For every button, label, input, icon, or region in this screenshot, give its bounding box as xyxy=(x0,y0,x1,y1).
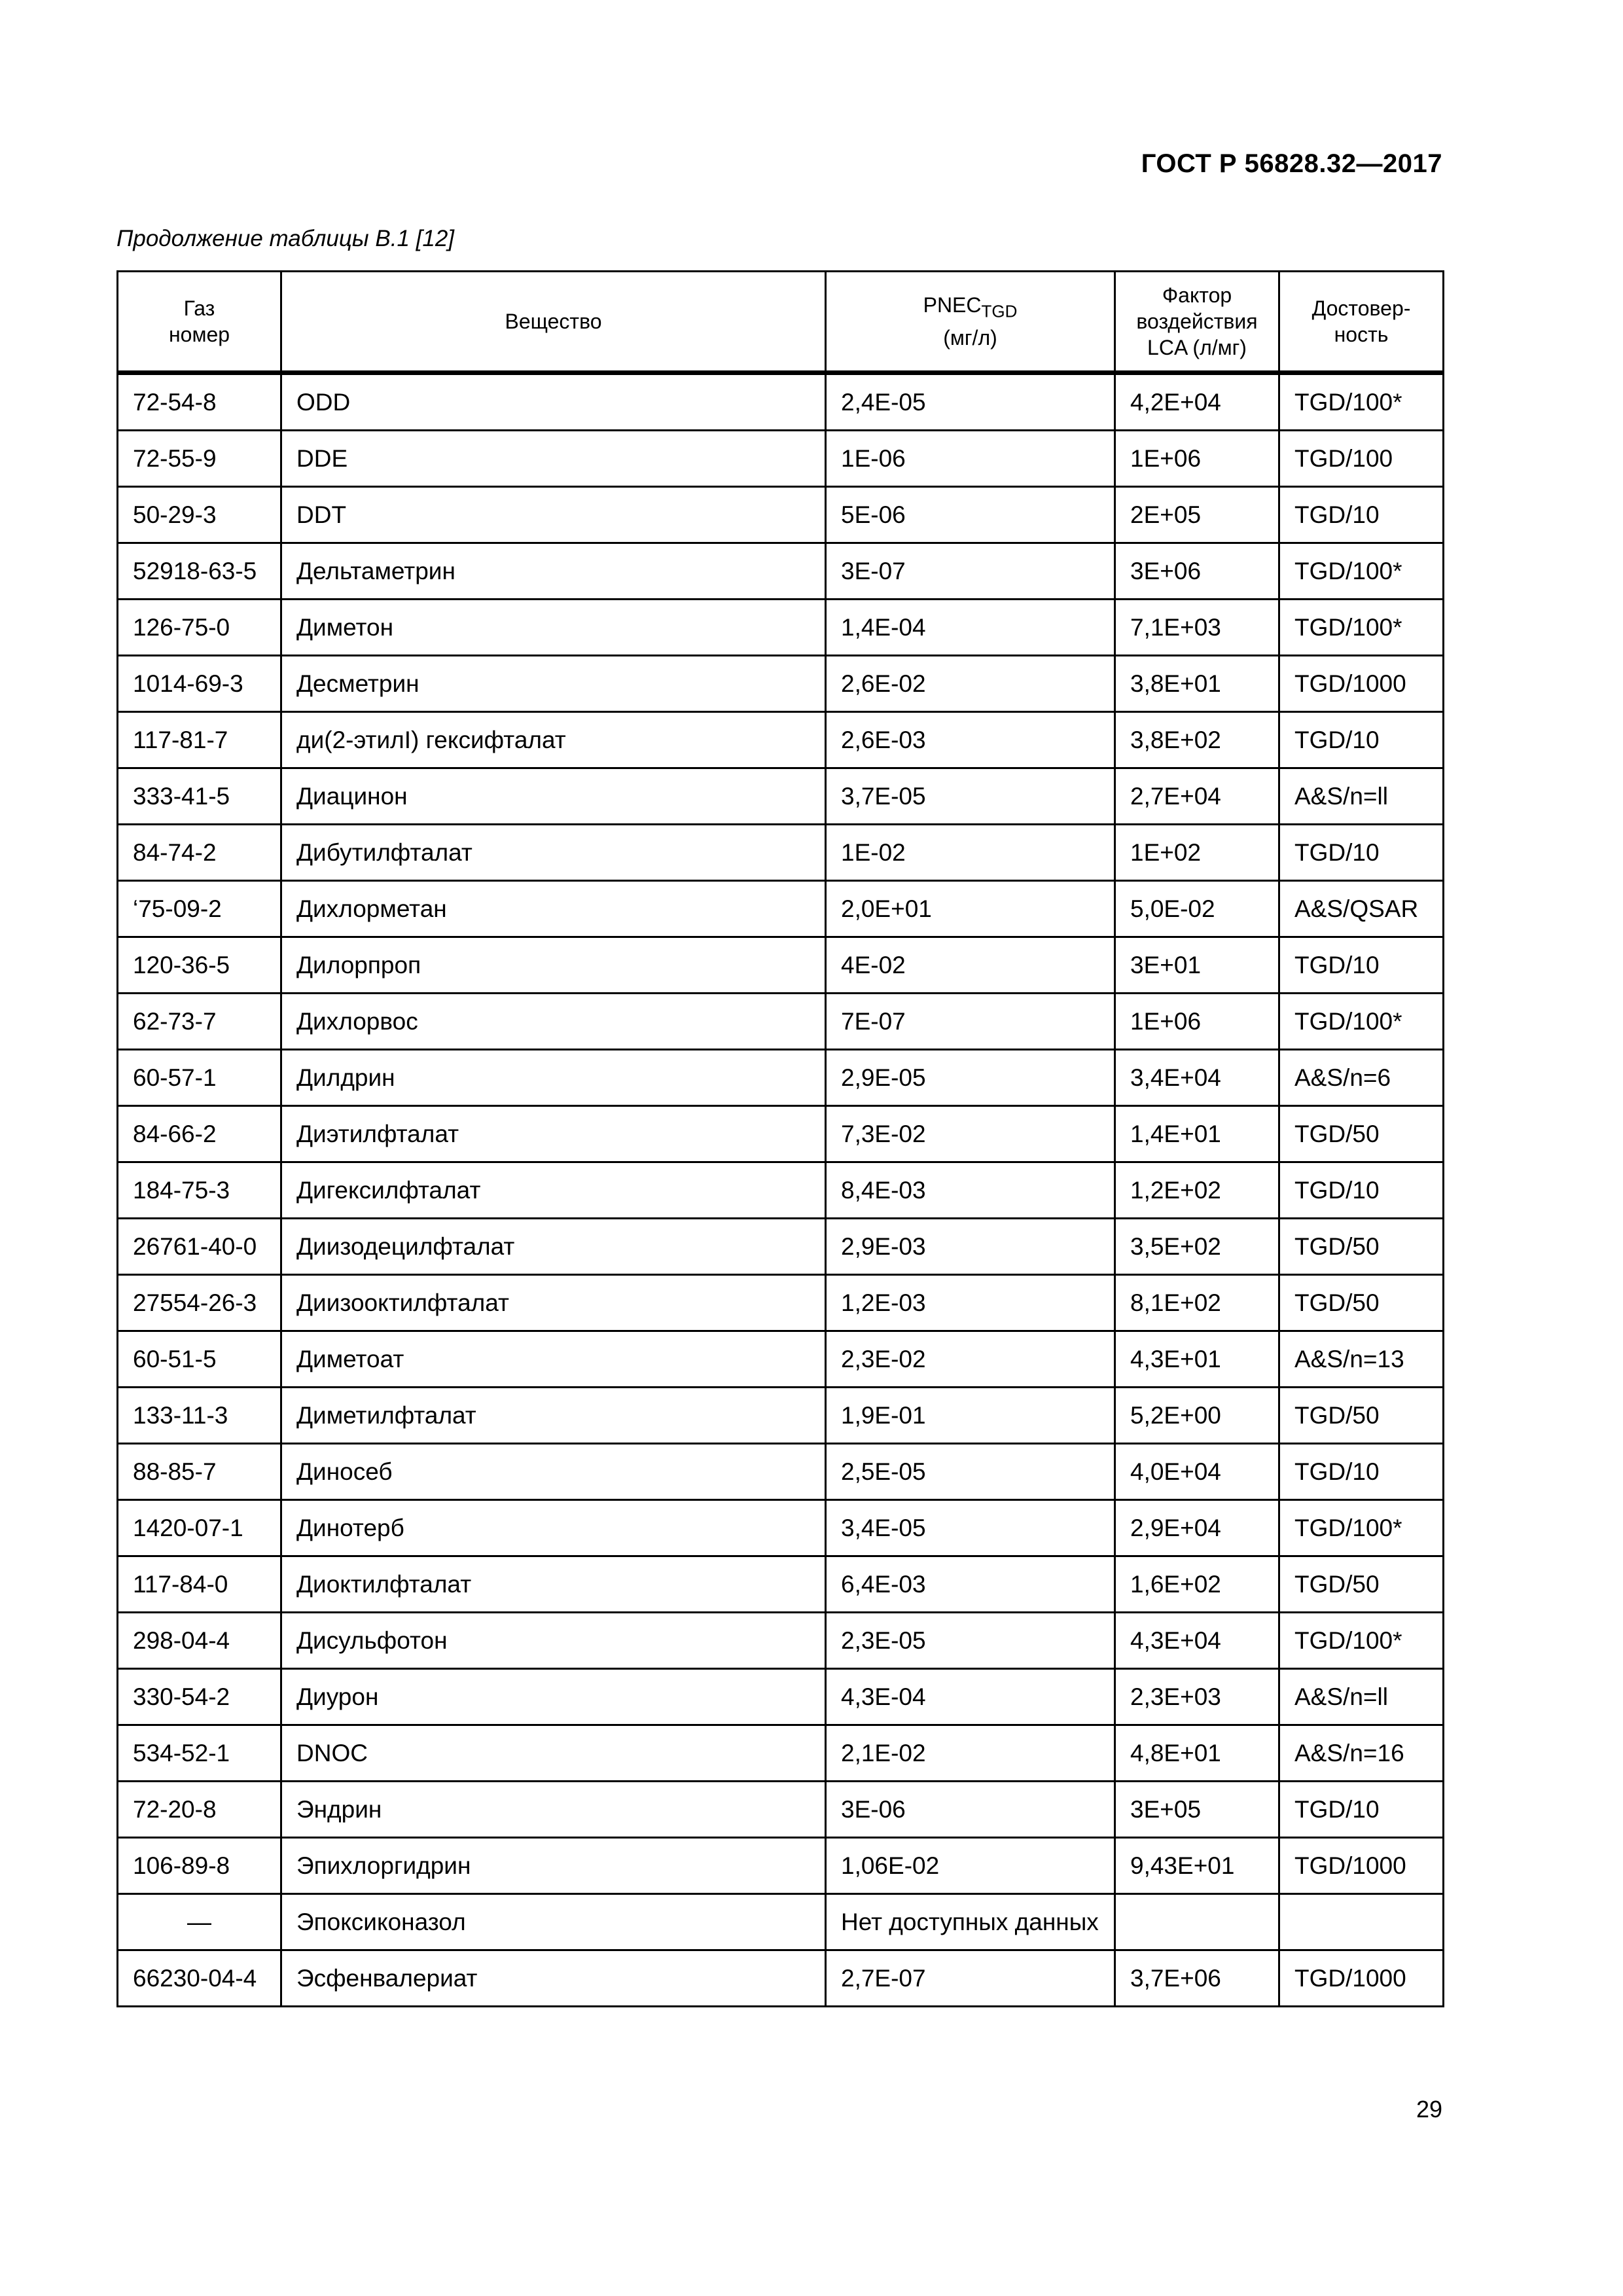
cell-pnec: 1,4E-04 xyxy=(826,600,1115,656)
cell-reliability: TGD/50 xyxy=(1279,1106,1444,1162)
cell-reliability: A&S/n=13 xyxy=(1279,1331,1444,1388)
cell-factor: 2E+05 xyxy=(1115,487,1279,543)
cell-factor: 8,1E+02 xyxy=(1115,1275,1279,1331)
cell-substance: ODD xyxy=(281,373,826,431)
table-row xyxy=(118,1050,1444,1106)
cell-factor: 2,9E+04 xyxy=(1115,1500,1279,1556)
cell-reliability: TGD/50 xyxy=(1279,1556,1444,1613)
cell-gas-number: 26761-40-0 xyxy=(118,1219,281,1275)
cell-gas-number: 534-52-1 xyxy=(118,1725,281,1782)
table-row xyxy=(118,1613,1444,1669)
cell-gas-number: 84-74-2 xyxy=(118,825,281,881)
cell-pnec: 2,5E-05 xyxy=(826,1444,1115,1500)
cell-substance: Диэтилфталат xyxy=(281,1106,826,1162)
cell-reliability: A&S/n=16 xyxy=(1279,1725,1444,1782)
cell-gas-number: ‘75-09-2 xyxy=(118,881,281,937)
header-pnec-sub: TGD xyxy=(981,301,1018,321)
header-gas-line1: Газ xyxy=(183,296,215,320)
cell-pnec: 2,9E-03 xyxy=(826,1219,1115,1275)
cell-reliability: TGD/100 xyxy=(1279,431,1444,487)
cell-pnec: 4E-02 xyxy=(826,937,1115,994)
cell-pnec: 3E-07 xyxy=(826,543,1115,600)
cell-pnec: 4,3E-04 xyxy=(826,1669,1115,1725)
header-reliability-line2: ность xyxy=(1334,323,1389,346)
cell-gas-number: 133-11-3 xyxy=(118,1388,281,1444)
substances-table xyxy=(116,270,1444,2007)
table-row xyxy=(118,1782,1444,1838)
cell-reliability: TGD/1000 xyxy=(1279,656,1444,712)
cell-reliability: TGD/100* xyxy=(1279,543,1444,600)
cell-factor: 3,5E+02 xyxy=(1115,1219,1279,1275)
cell-gas-number: 120-36-5 xyxy=(118,937,281,994)
cell-pnec: 3,7E-05 xyxy=(826,768,1115,825)
cell-gas-number: 333-41-5 xyxy=(118,768,281,825)
cell-pnec: 7,3E-02 xyxy=(826,1106,1115,1162)
document-header: ГОСТ Р 56828.32—2017 xyxy=(1141,149,1442,178)
cell-substance: Диизодецилфталат xyxy=(281,1219,826,1275)
cell-substance: Дибутилфталат xyxy=(281,825,826,881)
table-row xyxy=(118,825,1444,881)
table-row xyxy=(118,373,1444,431)
header-factor-line3: LCA (л/мг) xyxy=(1147,336,1247,359)
header-reliability xyxy=(1279,272,1444,373)
table-row xyxy=(118,994,1444,1050)
header-pnec-unit: (мг/л) xyxy=(943,325,997,350)
table-row xyxy=(118,1838,1444,1894)
table-row xyxy=(118,431,1444,487)
cell-gas-number: 62-73-7 xyxy=(118,994,281,1050)
cell-factor: 1,4E+01 xyxy=(1115,1106,1279,1162)
cell-reliability: TGD/50 xyxy=(1279,1275,1444,1331)
cell-gas-number: 298-04-4 xyxy=(118,1613,281,1669)
cell-pnec: 3,4E-05 xyxy=(826,1500,1115,1556)
cell-factor: 5,2E+00 xyxy=(1115,1388,1279,1444)
cell-pnec: 1E-02 xyxy=(826,825,1115,881)
cell-gas-number: 1014-69-3 xyxy=(118,656,281,712)
table-row xyxy=(118,1275,1444,1331)
cell-substance: Эндрин xyxy=(281,1782,826,1838)
table-row xyxy=(118,1162,1444,1219)
cell-pnec: 1,06E-02 xyxy=(826,1838,1115,1894)
cell-gas-number: 72-54-8 xyxy=(118,373,281,431)
cell-gas-number: 84-66-2 xyxy=(118,1106,281,1162)
cell-factor: 3E+05 xyxy=(1115,1782,1279,1838)
cell-substance: Динотерб xyxy=(281,1500,826,1556)
header-reliability-line1: Достовер- xyxy=(1311,296,1411,320)
table-row xyxy=(118,768,1444,825)
cell-substance: Диацинон xyxy=(281,768,826,825)
cell-substance: Дигексилфталат xyxy=(281,1162,826,1219)
cell-substance: Эпихлоргидрин xyxy=(281,1838,826,1894)
cell-factor: 1,2E+02 xyxy=(1115,1162,1279,1219)
cell-factor: 4,2E+04 xyxy=(1115,373,1279,431)
cell-factor: 3E+06 xyxy=(1115,543,1279,600)
table-row xyxy=(118,712,1444,768)
cell-reliability: A&S/n=6 xyxy=(1279,1050,1444,1106)
cell-factor: 3,8E+01 xyxy=(1115,656,1279,712)
header-substance xyxy=(281,272,826,373)
cell-reliability: TGD/50 xyxy=(1279,1219,1444,1275)
table-row xyxy=(118,1219,1444,1275)
cell-reliability: TGD/100* xyxy=(1279,994,1444,1050)
cell-gas-number: — xyxy=(118,1894,281,1950)
cell-substance: Диизооктилфталат xyxy=(281,1275,826,1331)
cell-factor: 1E+02 xyxy=(1115,825,1279,881)
cell-reliability: TGD/100* xyxy=(1279,600,1444,656)
cell-reliability: TGD/50 xyxy=(1279,1388,1444,1444)
table-row xyxy=(118,656,1444,712)
cell-reliability: TGD/100* xyxy=(1279,373,1444,431)
cell-gas-number: 88-85-7 xyxy=(118,1444,281,1500)
cell-pnec: 7E-07 xyxy=(826,994,1115,1050)
cell-pnec: 2,3E-02 xyxy=(826,1331,1115,1388)
header-gas-number xyxy=(118,272,281,373)
cell-substance: Дихлорвос xyxy=(281,994,826,1050)
cell-reliability: A&S/QSAR xyxy=(1279,881,1444,937)
cell-factor: 5,0E-02 xyxy=(1115,881,1279,937)
cell-pnec: 2,9E-05 xyxy=(826,1050,1115,1106)
cell-pnec: 6,4E-03 xyxy=(826,1556,1115,1613)
cell-substance: Десметрин xyxy=(281,656,826,712)
cell-substance: Эсфенвалериат xyxy=(281,1950,826,2007)
header-factor-line2: воздействия xyxy=(1136,310,1258,333)
cell-gas-number: 126-75-0 xyxy=(118,600,281,656)
cell-factor: 3,7E+06 xyxy=(1115,1950,1279,2007)
header-pnec xyxy=(826,272,1115,373)
cell-substance: Диметоат xyxy=(281,1331,826,1388)
cell-substance: ди(2-этилI) гексифталат xyxy=(281,712,826,768)
cell-substance: Диметон xyxy=(281,600,826,656)
table-row xyxy=(118,1388,1444,1444)
cell-factor: 3,8E+02 xyxy=(1115,712,1279,768)
cell-gas-number: 72-20-8 xyxy=(118,1782,281,1838)
cell-factor: 4,0E+04 xyxy=(1115,1444,1279,1500)
table-row xyxy=(118,1725,1444,1782)
table-row xyxy=(118,1331,1444,1388)
header-pnec-main: PNEC xyxy=(923,293,982,317)
cell-reliability: TGD/10 xyxy=(1279,1444,1444,1500)
cell-pnec: 2,3E-05 xyxy=(826,1613,1115,1669)
header-gas-line2: номер xyxy=(168,323,230,346)
cell-reliability xyxy=(1279,1894,1444,1950)
cell-pnec: 2,0E+01 xyxy=(826,881,1115,937)
cell-substance: Дисульфотон xyxy=(281,1613,826,1669)
cell-reliability: TGD/10 xyxy=(1279,1162,1444,1219)
cell-substance: Дилорпроп xyxy=(281,937,826,994)
cell-factor: 4,8E+01 xyxy=(1115,1725,1279,1782)
cell-pnec: Нет доступных данных xyxy=(826,1894,1115,1950)
table-row xyxy=(118,1950,1444,2007)
cell-substance: DDE xyxy=(281,431,826,487)
table-row xyxy=(118,1894,1444,1950)
cell-factor: 9,43E+01 xyxy=(1115,1838,1279,1894)
cell-factor: 2,3E+03 xyxy=(1115,1669,1279,1725)
cell-reliability: TGD/10 xyxy=(1279,825,1444,881)
cell-reliability: TGD/1000 xyxy=(1279,1838,1444,1894)
cell-substance: Эпоксиконазол xyxy=(281,1894,826,1950)
cell-reliability: A&S/n=ll xyxy=(1279,768,1444,825)
cell-reliability: TGD/10 xyxy=(1279,487,1444,543)
table-row xyxy=(118,487,1444,543)
cell-pnec: 2,1E-02 xyxy=(826,1725,1115,1782)
cell-factor: 2,7E+04 xyxy=(1115,768,1279,825)
cell-gas-number: 117-81-7 xyxy=(118,712,281,768)
cell-gas-number: 106-89-8 xyxy=(118,1838,281,1894)
table-caption: Продолжение таблицы В.1 [12] xyxy=(116,226,455,251)
cell-factor: 3,4E+04 xyxy=(1115,1050,1279,1106)
cell-substance: DDT xyxy=(281,487,826,543)
cell-pnec: 1,9E-01 xyxy=(826,1388,1115,1444)
cell-factor: 7,1E+03 xyxy=(1115,600,1279,656)
cell-substance: Диносеб xyxy=(281,1444,826,1500)
cell-factor: 1E+06 xyxy=(1115,994,1279,1050)
cell-gas-number: 60-51-5 xyxy=(118,1331,281,1388)
cell-pnec: 5E-06 xyxy=(826,487,1115,543)
table-header xyxy=(118,272,1444,373)
cell-substance: Диметилфталат xyxy=(281,1388,826,1444)
cell-pnec: 8,4E-03 xyxy=(826,1162,1115,1219)
cell-factor: 4,3E+04 xyxy=(1115,1613,1279,1669)
table-row xyxy=(118,600,1444,656)
cell-gas-number: 27554-26-3 xyxy=(118,1275,281,1331)
cell-factor: 3E+01 xyxy=(1115,937,1279,994)
cell-substance: Дихлорметан xyxy=(281,881,826,937)
cell-substance: DNOC xyxy=(281,1725,826,1782)
table-row xyxy=(118,937,1444,994)
cell-gas-number: 52918-63-5 xyxy=(118,543,281,600)
table-row xyxy=(118,1669,1444,1725)
page-number: 29 xyxy=(1416,2096,1442,2123)
cell-pnec: 3E-06 xyxy=(826,1782,1115,1838)
cell-factor xyxy=(1115,1894,1279,1950)
header-factor-line1: Фактор xyxy=(1162,283,1232,307)
table-row xyxy=(118,1556,1444,1613)
cell-reliability: TGD/10 xyxy=(1279,712,1444,768)
cell-factor: 4,3E+01 xyxy=(1115,1331,1279,1388)
cell-reliability: TGD/1000 xyxy=(1279,1950,1444,2007)
cell-pnec: 2,6E-03 xyxy=(826,712,1115,768)
cell-pnec: 2,4E-05 xyxy=(826,373,1115,431)
cell-gas-number: 50-29-3 xyxy=(118,487,281,543)
header-factor xyxy=(1115,272,1279,373)
cell-reliability: TGD/10 xyxy=(1279,937,1444,994)
table-row xyxy=(118,1500,1444,1556)
cell-reliability: A&S/n=ll xyxy=(1279,1669,1444,1725)
cell-pnec: 1,2E-03 xyxy=(826,1275,1115,1331)
cell-substance: Дельтаметрин xyxy=(281,543,826,600)
cell-substance: Диурон xyxy=(281,1669,826,1725)
cell-gas-number: 1420-07-1 xyxy=(118,1500,281,1556)
table-row xyxy=(118,543,1444,600)
table-row xyxy=(118,881,1444,937)
cell-reliability: TGD/100* xyxy=(1279,1613,1444,1669)
cell-reliability: TGD/100* xyxy=(1279,1500,1444,1556)
cell-gas-number: 330-54-2 xyxy=(118,1669,281,1725)
header-substance-label: Вещество xyxy=(505,310,602,333)
table-row xyxy=(118,1444,1444,1500)
header-row xyxy=(118,272,1444,373)
cell-factor: 1,6E+02 xyxy=(1115,1556,1279,1613)
cell-substance: Дилдрин xyxy=(281,1050,826,1106)
cell-substance: Диоктилфталат xyxy=(281,1556,826,1613)
cell-reliability: TGD/10 xyxy=(1279,1782,1444,1838)
cell-gas-number: 60-57-1 xyxy=(118,1050,281,1106)
cell-gas-number: 66230-04-4 xyxy=(118,1950,281,2007)
cell-gas-number: 117-84-0 xyxy=(118,1556,281,1613)
table-body xyxy=(118,373,1444,2007)
cell-pnec: 2,7E-07 xyxy=(826,1950,1115,2007)
cell-factor: 1E+06 xyxy=(1115,431,1279,487)
table-row xyxy=(118,1106,1444,1162)
cell-gas-number: 72-55-9 xyxy=(118,431,281,487)
cell-gas-number: 184-75-3 xyxy=(118,1162,281,1219)
cell-pnec: 1E-06 xyxy=(826,431,1115,487)
cell-pnec: 2,6E-02 xyxy=(826,656,1115,712)
